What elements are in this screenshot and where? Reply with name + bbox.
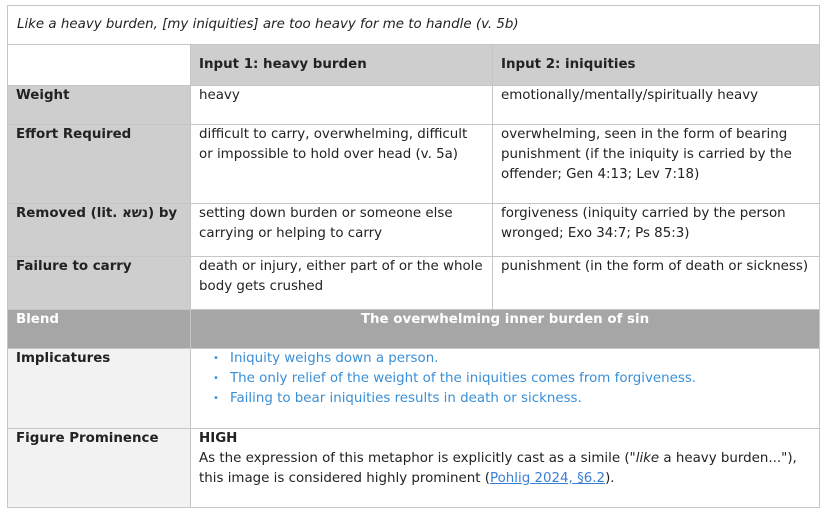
metaphor-analysis-table [7,5,820,508]
row-label: Removed (lit. נשא) by [8,204,191,257]
table-row-effort-required [8,125,820,204]
verse-title: Like a heavy burden, [my iniquities] are too heavy for me to handle (v. 5b) [8,6,820,45]
row-label: Failure to carry [8,257,191,310]
input2-cell: forgiveness (iniquity carried by the person wronged; Exo 34:7; Ps 85:3) [493,204,820,257]
header-empty-cell [8,45,191,86]
header-input-2: Input 2: iniquities [493,45,820,86]
header-input-1: Input 1: heavy burden [191,45,493,86]
blend-label: Blend [8,310,191,349]
figure-prominence-row [8,429,820,508]
table-row-weight [8,86,820,125]
table-row-failure-to-carry [8,257,820,310]
prominence-text [199,451,797,486]
table-row-removed-by [8,204,820,257]
prominence-text-part: As the expression of this metaphor is explicitly cast as a simile (" [199,451,636,466]
implicatures-cell [191,349,820,429]
implicature-item: • The only relief of the weight of the iniquities comes from forgiveness. [213,369,811,389]
implicatures-row [8,349,820,429]
blend-value: The overwhelming inner burden of sin [191,310,820,349]
header-row [8,45,820,86]
implicatures-label: Implicatures [8,349,191,429]
implicature-item: • Failing to bear iniquities results in death or sickness. [213,389,811,409]
blend-row [8,310,820,349]
prominence-text-part: ). [605,471,615,486]
prominence-level: HIGH [199,431,238,446]
implicatures-list [199,349,811,409]
prominence-cell [191,429,820,508]
row-label: Weight [8,86,191,125]
row-label: Effort Required [8,125,191,204]
input1-cell: heavy [191,86,493,125]
input2-cell: emotionally/mentally/spiritually heavy [493,86,820,125]
input1-cell: setting down burden or someone else carrying or helping to carry [191,204,493,257]
citation-link[interactable]: Pohlig 2024, §6.2 [490,471,606,486]
prominence-text-part: a heavy burden..."), this image is considered highly prominent ( [199,451,797,486]
input2-cell: overwhelming, seen in the form of bearing punishment (if the iniquity is carried by the offender; Gen 4:13; Lev 7:18) [493,125,820,204]
input1-cell: death or injury, either part of or the whole body gets crushed [191,257,493,310]
title-row [8,6,820,45]
prominence-label: Figure Prominence [8,429,191,508]
implicature-item: • Iniquity weighs down a person. [213,349,811,369]
prominence-text-italic: like [635,451,660,466]
input1-cell: difficult to carry, overwhelming, difficult or impossible to hold over head (v. 5a) [191,125,493,204]
input2-cell: punishment (in the form of death or sickness) [493,257,820,310]
